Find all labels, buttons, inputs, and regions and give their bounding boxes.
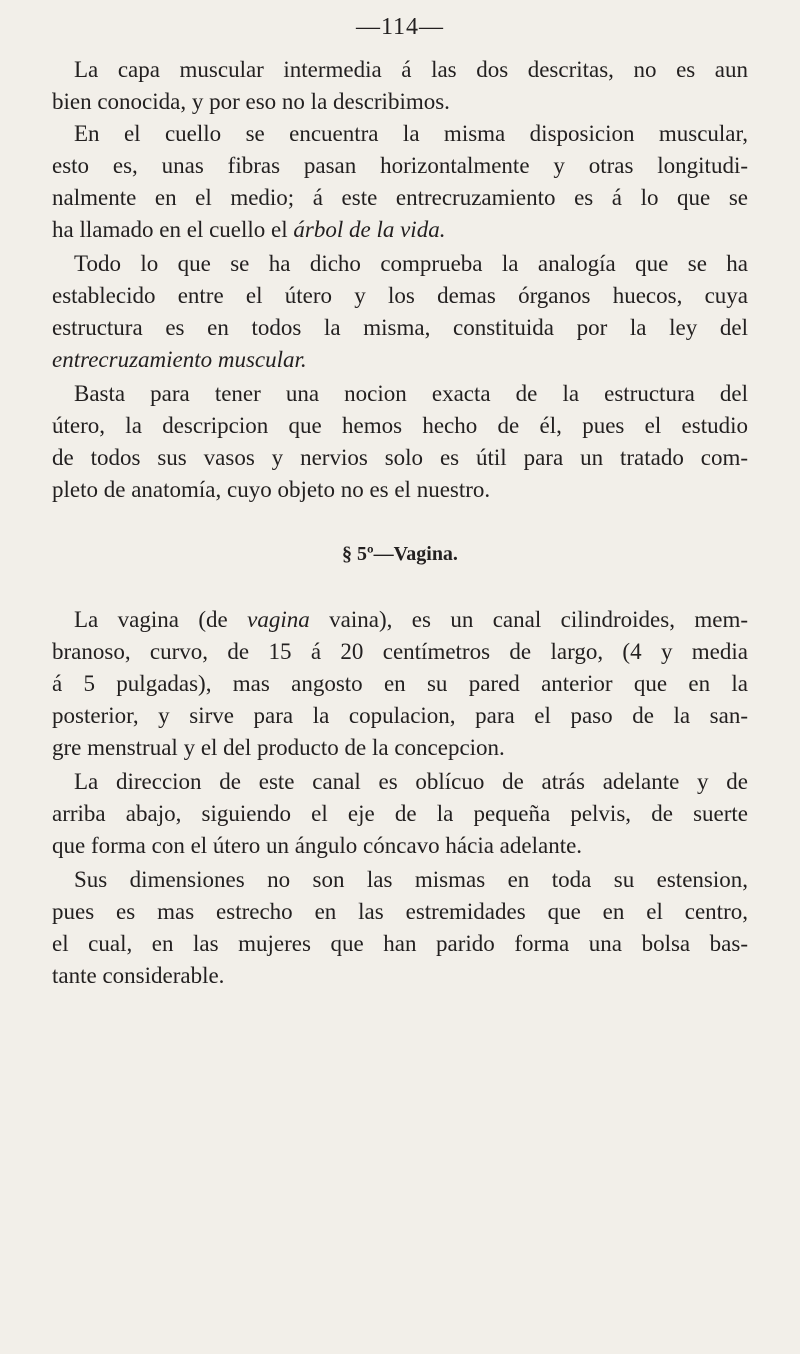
text-line: que forma con el útero un ángulo cóncavo hácia adelante. [52,833,583,858]
text-line [52,214,748,246]
text-line: estructura es en todos la misma, constituida por la ley del [52,315,748,340]
text-line [52,344,748,376]
text-line: de todos sus vasos y nervios solo es útil para un tratado com- [52,445,748,470]
text-line: arriba abajo, siguiendo el eje de la pequeña pelvis, de suerte [52,801,748,826]
text-line: gre menstrual y el del producto de la concepcion. [52,735,505,760]
text-line: En el cuello se encuentra la misma disposicion muscular, [74,121,748,146]
text-line: tante considerable. [52,963,225,988]
text-line: Todo lo que se ha dicho comprueba la analogía que se ha [74,251,748,276]
italic-term: vagina [247,607,310,632]
text-line: Basta para tener una nocion exacta de la estructura del [74,381,748,406]
italic-term: árbol de la vida. [293,217,446,242]
text-line: á 5 pulgadas), mas angosto en su pared anterior que en la [52,671,748,696]
text-run: La vagina (de [74,607,228,632]
text-line: branoso, curvo, de 15 á 20 centímetros de largo, (4 y media [52,639,748,664]
italic-term: entrecruzamiento muscular. [52,347,307,372]
text-run: vaina), es un canal cilindroides, mem- [329,607,748,632]
page-number: —114— [355,14,445,40]
text-line: Sus dimensiones no son las mismas en toda su estension, [74,867,748,892]
text-line: La direccion de este canal es oblícuo de atrás adelante y de [74,769,748,794]
text-line: esto es, unas fibras pasan horizontalmente y otras longitudi- [52,153,748,178]
text-line: pues es mas estrecho en las estremidades que en el centro, [52,899,748,924]
text-line: el cual, en las mujeres que han parido forma una bolsa bas- [52,931,748,956]
text-line: establecido entre el útero y los demas órganos huecos, cuya [52,283,748,308]
text-line: útero, la descripcion que hemos hecho de él, pues el estudio [52,413,748,438]
text-line: La capa muscular intermedia á las dos descritas, no es aun [74,57,748,82]
text-line: nalmente en el medio; á este entrecruzamiento es á lo que se [52,185,748,210]
text-run: ha llamado en el cuello el [52,217,288,242]
text-line: pleto de anatomía, cuyo objeto no es el nuestro. [52,477,491,502]
text-line [52,604,748,636]
section-heading: § 5º—Vagina. [342,543,458,565]
text-line: bien conocida, y por eso no la describimos. [52,89,450,114]
text-line: posterior, y sirve para la copulacion, para el paso de la san- [52,703,748,728]
